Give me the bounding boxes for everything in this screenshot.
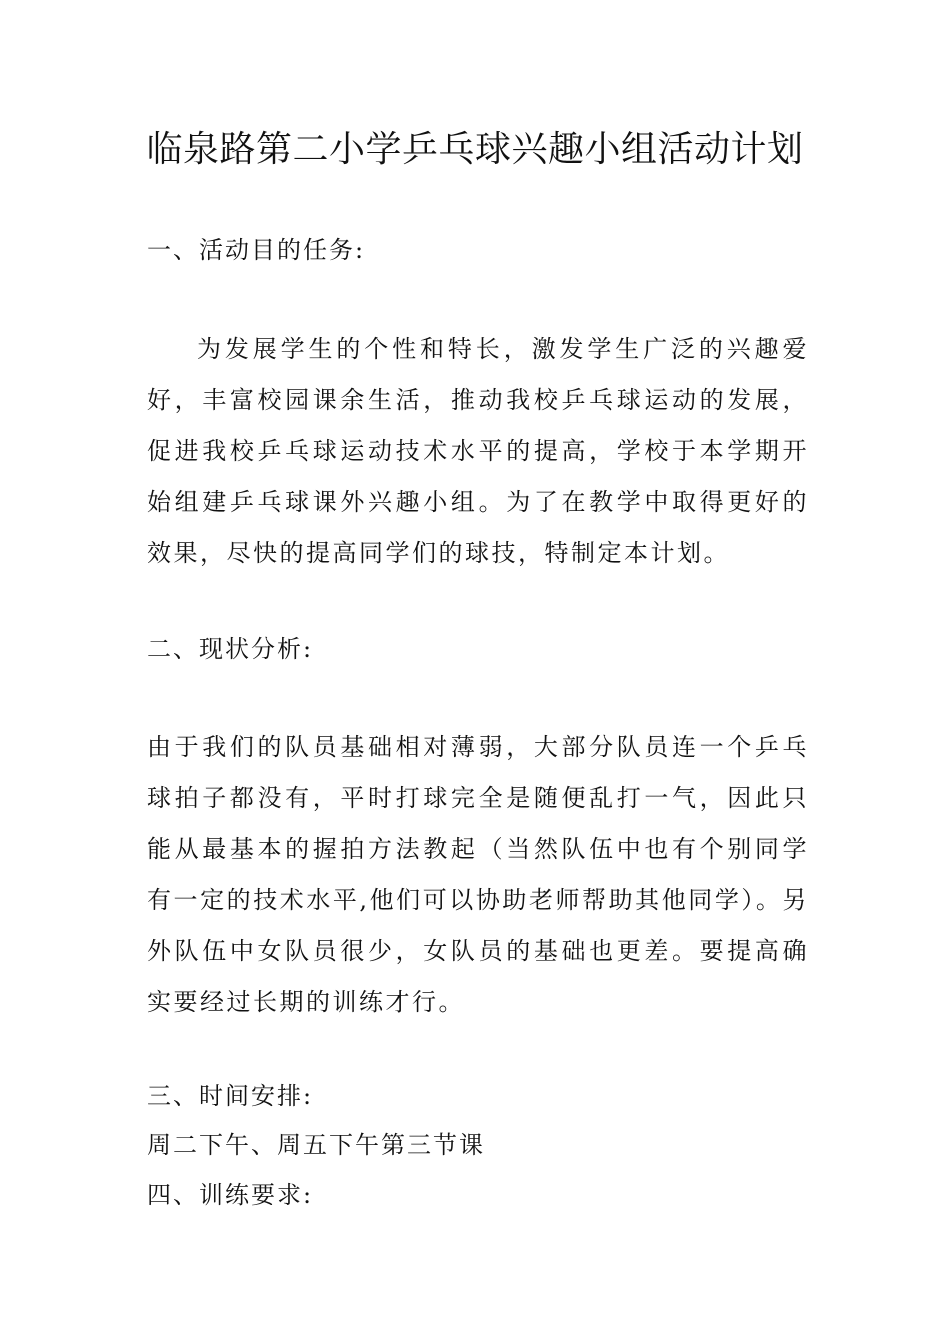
section-heading-analysis: 二、现状分析:: [147, 635, 314, 663]
section-body-purpose: 为发展学生的个性和特长，激发学生广泛的兴趣爱好，丰富校园课余生活，推动我校乒乓球运动的发展，促进我校乒乓球运动技术水平的提高，学校于本学期开始组建乒乓球课外兴趣小组。为了在教学中取得更好的效果，尽快的提高同学们的球技，特制定本计划。: [147, 335, 809, 567]
section-body-schedule: 周二下午、周五下午第三节课: [147, 1131, 485, 1159]
document-title: 临泉路第二小学乒乓球兴趣小组活动计划: [146, 129, 804, 170]
section-heading-schedule: 三、时间安排:: [147, 1082, 314, 1110]
section-heading-purpose: 一、活动目的任务:: [147, 236, 366, 264]
section-heading-requirements: 四、训练要求:: [147, 1181, 314, 1209]
section-body-analysis: 由于我们的队员基础相对薄弱，大部分队员连一个乒乓球拍子都没有，平时打球完全是随便乱打一气，因此只能从最基本的握拍方法教起（当然队伍中也有个别同学有一定的技术水平,他们可以协助老师帮助其他同学）。另外队伍中女队员很少，女队员的基础也更差。要提高确实要经过长期的训练才行。: [147, 733, 809, 1016]
